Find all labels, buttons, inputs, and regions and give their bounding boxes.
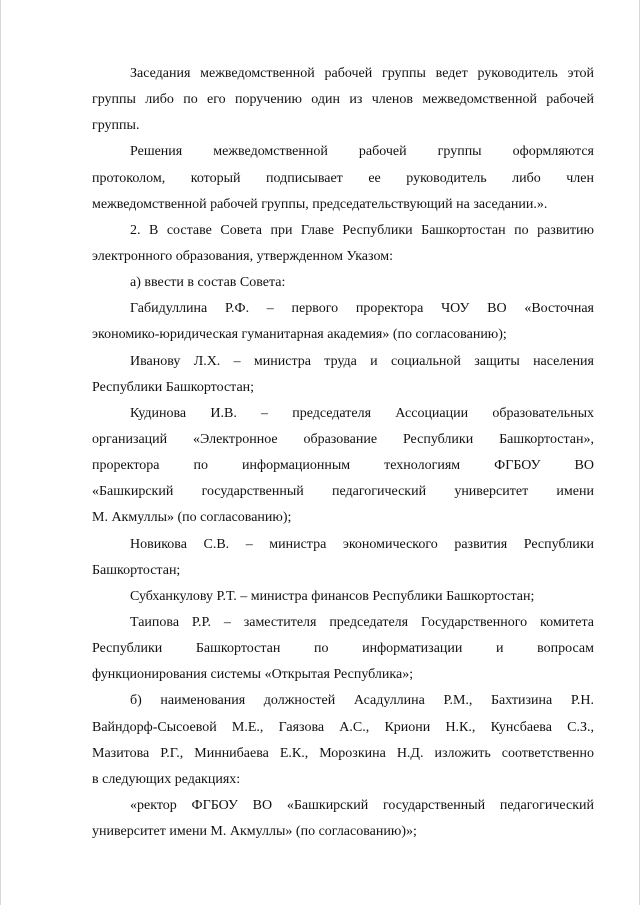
text-line: межведомственной рабочей группы, председательствующий на заседании.». bbox=[92, 196, 548, 212]
text-line: Новикова С.В. – министра экономического развития Республики bbox=[130, 536, 594, 552]
paragraph bbox=[92, 270, 594, 296]
paragraph bbox=[92, 532, 594, 584]
text-line: Кудинова И.В. – председателя Ассоциации образовательных bbox=[130, 405, 594, 421]
text-line: «ректор ФГБОУ ВО «Башкирский государственный педагогический bbox=[130, 797, 594, 813]
text-line: группы. bbox=[92, 118, 140, 134]
text-line: «Башкирский государственный педагогический университет имени bbox=[92, 484, 594, 500]
paragraph bbox=[92, 584, 594, 610]
paragraph bbox=[92, 218, 594, 270]
paragraph bbox=[92, 610, 594, 688]
paragraph bbox=[92, 139, 594, 217]
text-line: Башкортостан; bbox=[92, 562, 181, 578]
text-line: Мазитова Р.Г., Миннибаева Е.К., Морозкина Н.Д. изложить соответственно bbox=[92, 745, 594, 761]
text-line: электронного образования, утвержденном Указом: bbox=[92, 248, 393, 264]
text-line: Вайндорф-Сысоевой М.Е., Гаязова А.С., Криони Н.К., Кунсбаева С.З., bbox=[92, 719, 594, 735]
document-page bbox=[92, 61, 594, 845]
text-line: Иванову Л.Х. – министра труда и социальной защиты населения bbox=[130, 353, 594, 369]
text-line: протоколом, который подписывает ее руководитель либо член bbox=[92, 170, 594, 186]
text-line: Таипова Р.Р. – заместителя председателя Государственного комитета bbox=[130, 614, 594, 630]
paragraph bbox=[92, 401, 594, 532]
text-line: Республики Башкортостан; bbox=[92, 379, 255, 395]
text-line: 2. В составе Совета при Главе Республики Башкортостан по развитию bbox=[130, 222, 594, 238]
text-line: университет имени М. Акмуллы» (по согласованию)»; bbox=[92, 824, 417, 840]
text-line: экономико-юридическая гуманитарная академия» (по согласованию); bbox=[92, 327, 507, 343]
text-line: М. Акмуллы» (по согласованию); bbox=[92, 510, 292, 526]
text-line: а) ввести в состав Совета: bbox=[130, 275, 286, 291]
text-line: проректора по информационным технологиям ФГБОУ ВО bbox=[92, 458, 594, 474]
page-left-edge bbox=[0, 0, 1, 905]
paragraph bbox=[92, 688, 594, 793]
text-line: Заседания межведомственной рабочей группы ведет руководитель этой bbox=[130, 66, 594, 81]
text-line: б) наименования должностей Асадуллина Р.М., Бахтизина Р.Н. bbox=[130, 693, 594, 709]
paragraph bbox=[92, 349, 594, 401]
text-line: группы либо по его поручению один из членов межведомственной рабочей bbox=[92, 92, 594, 108]
paragraph bbox=[92, 296, 594, 348]
text-line: Республики Башкортостан по информатизации и вопросам bbox=[92, 641, 594, 657]
text-line: в следующих редакциях: bbox=[92, 771, 241, 787]
text-line: функционирования системы «Открытая Республика»; bbox=[92, 667, 414, 683]
paragraph bbox=[92, 61, 594, 139]
text-line: Субханкулову Р.Т. – министра финансов Республики Башкортостан; bbox=[130, 588, 535, 604]
text-line: Решения межведомственной рабочей группы оформляются bbox=[130, 144, 594, 160]
paragraph bbox=[92, 793, 594, 845]
text-line: организаций «Электронное образование Республики Башкортостан», bbox=[92, 431, 594, 447]
text-line: Габидуллина Р.Ф. – первого проректора ЧОУ ВО «Восточная bbox=[130, 301, 594, 317]
